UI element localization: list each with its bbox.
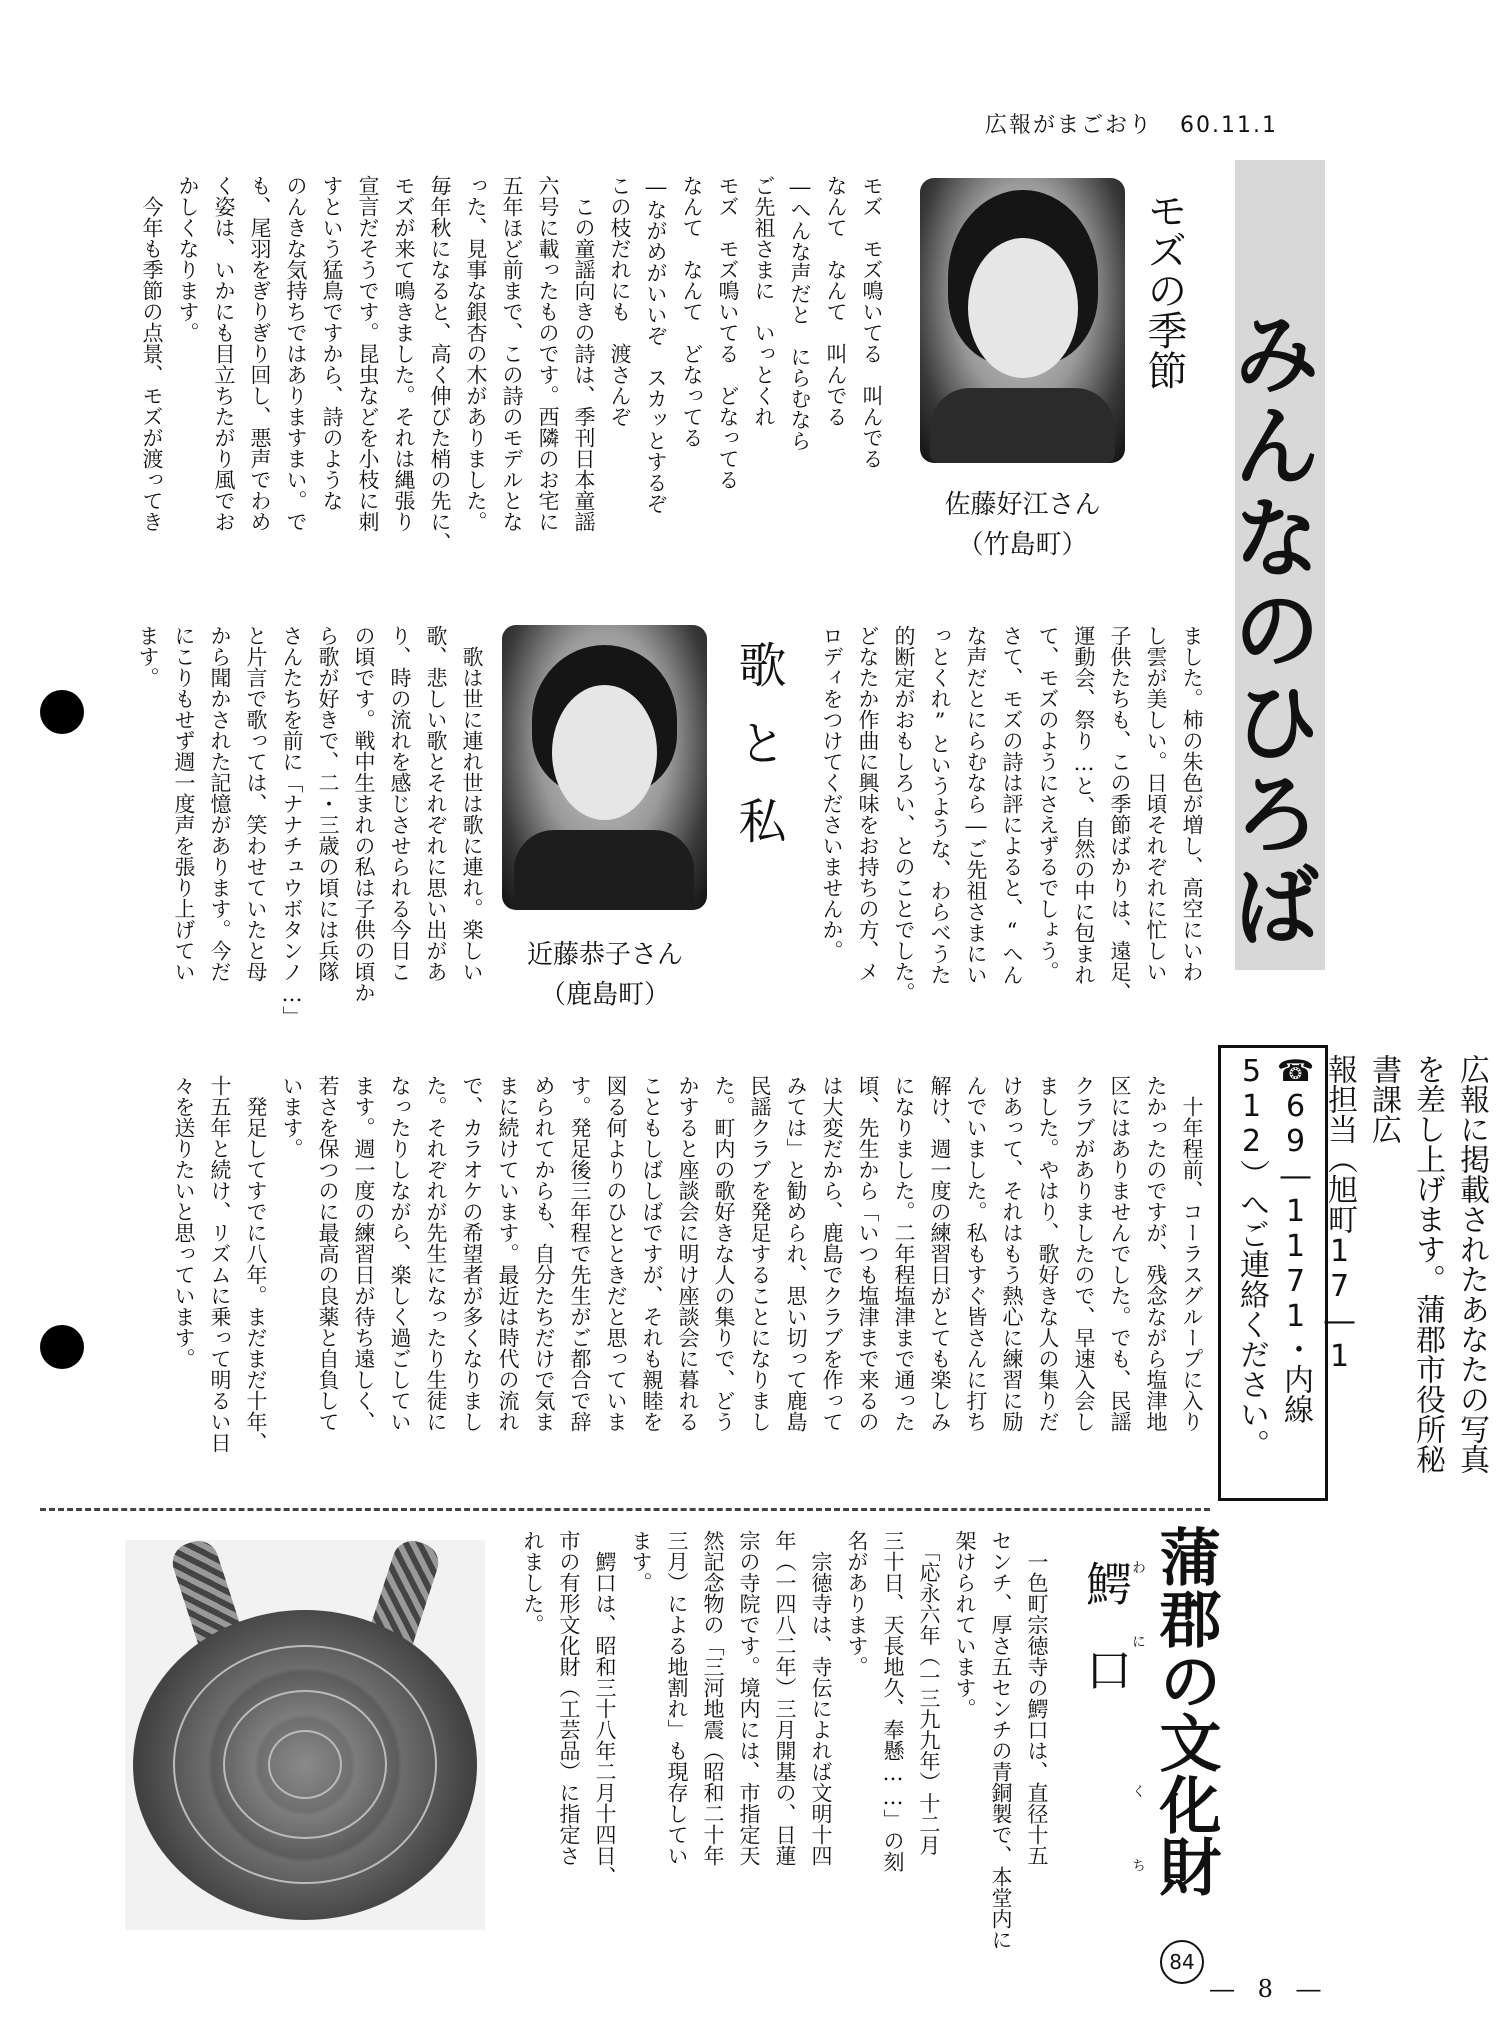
article2-portrait: [502, 625, 707, 910]
article2-body-col1: 歌は世に連れ世は歌に連れ。楽しい 歌、悲しい歌とそれぞれに思い出があ り、時の流れを感じさせられる今日こ の頃です。戦中生まれの私は子供の頃か ら歌が好きで、二・三歳の頃には兵隊 さんたちを前に「ナナチュウボタンノ…」 と片言で歌っては、笑わせていたと母 から聞かされた記憶があります。今だ にこりもせず週一度声を張り上げてい ます。: [136, 625, 484, 1027]
page-number: ― 8 ―: [1210, 1975, 1329, 2003]
article1-body-col2: ました。柿の朱色が増し、高空にいわ し雲が美しい。日頃それぞれに忙しい 子供たちも、この季節ばかりは、遠足、 運動会、祭り…と、自然の中に包まれ て、モズのようにさえずるでしょう。 さて、モズの詩は評によると、“へん な声だとにらむなら―ご先祖さまにい っとくれ”というような、わらべうた 的断定がおもしろい、とのことでした。 どなたか作曲に興味をお持ちの方、メ ロディをつけてくださいませんか。: [820, 625, 1204, 1003]
series-number-badge: 84: [1160, 1940, 1204, 1984]
binder-hole: [40, 690, 84, 734]
photo-notice-text: 広報に掲載されたあなたの写真を差し上げます。蒲郡市役所秘書課広 報担当（旭町17―1 ☎69―1171・内線512）へご連絡ください。: [1234, 1054, 1489, 1474]
portrait-face: [968, 238, 1078, 378]
article1-author-caption: [915, 485, 1130, 565]
article1-author: 佐藤好江さん: [944, 490, 1101, 520]
page-header: [985, 108, 1278, 139]
portrait-clothes: [930, 388, 1115, 463]
article2-town: （鹿島町）: [539, 980, 670, 1010]
article2-author-caption: [495, 935, 715, 1015]
gong-disc: [133, 1610, 477, 1920]
publication-name: 広報がまごおり: [985, 113, 1154, 138]
section-title: みんなのひろば: [1219, 308, 1322, 952]
portrait-face: [552, 685, 657, 820]
article1-portrait: [920, 178, 1125, 463]
article1-title: モズの季節: [1141, 190, 1187, 390]
bunkazai-body: 一色町宗徳寺の鰐口は、直径十五 センチ、厚さ五センチの青銅製で、本堂内に 架けられています。 「応永六年（一三九九年）十二月 三十日、天長地久、奉懸……」の刻 名があります。 宗徳寺は、寺伝によれば文明十四 年（一四八二年）三月開基の、日蓮 宗の寺院です。境内には、市指定天 然記念物の「三河地震（昭和二十年 三月）による地割れ」も現存してい ます。 鰐口は、昭和三十八年二月十四日、 市の有形文化財（工芸品）に指定さ れました。: [521, 1530, 1049, 1950]
binder-hole: [40, 1325, 84, 1369]
bunkazai-item-title: 鰐口: [1079, 1560, 1133, 1732]
bunkazai-series-title: 蒲郡の文化財: [1149, 1525, 1222, 1897]
article2-author: 近藤恭子さん: [526, 940, 683, 970]
article1-body-col1: モズ モズ鳴いてる 叫んでる なんて なんて 叫んでる ―へんな声だと にらむなら ご先祖さまに いっとくれ モズ モズ鳴いてる どなってる なんて なんて どなってる ―ながめがいいぞ スカッとするぞ この枝だれにも 渡さんぞ この童謡向きの詩は、季刊日本童謡 六号に載ったものです。西隣のお宅に 五年ほど前まで、この詩のモデルとな った、見事な銀杏の木がありました。 毎年秋になると、高く伸びた梢の先に、 モズが来て鳴きました。それは縄張り 宣言だそうです。昆虫などを小枝に刺 すという猛鳥ですから、詩のような のんきな気持ちではありますまい。で も、尾羽をぎりぎり回し、悪声でわめ く姿は、いかにも目立ちたがり風でお かしくなります。 今年も季節の点景、モズが渡ってき: [140, 175, 884, 553]
issue-date: 60.11.1: [1180, 113, 1278, 138]
bunkazai-item-ruby: わに くち: [1130, 1560, 1146, 1932]
section-divider: [40, 1508, 1210, 1511]
article2-title: 歌と私: [730, 640, 786, 874]
waniguchi-photo: [125, 1540, 485, 1930]
portrait-clothes: [514, 830, 694, 910]
gong-ring-inner: [268, 1730, 342, 1799]
photo-notice-box: [1218, 1045, 1489, 1501]
article2-body-col2: 十年程前、コーラスグループに入り たかったのですが、残念ながら塩津地 区にはありませんでした。でも、民謡 クラブがありましたので、早速入会し ました。やはり、歌好きな人の集りだ けあって、それはもう熱心に練習に励 んでいました。私もすぐ皆さんに打ち 解け、週一度の練習日がとても楽しみ になりました。二年程塩津まで通った 頃、先生から「いつも塩津まで来るの は大変だから、鹿島でクラブを作って みては」と勧められ、思い切って鹿島 民謡クラブを発足することになりまし た。町内の歌好きな人の集りで、どう かすると座談会に明け座談会に暮れる こともしばしばですが、それも親睦を 図る何よりのひとときだと思っていま す。発足後三年程で先生がご都合で辞 められてからも、自分たちだけで気ま まに続けています。最近は時代の流れ で、カラオケの希望者が多くなりまし た。それぞれが先生になったり生徒に なったりしながら、楽しく過ごしてい ます。週一度の練習日が待ち遠しく、 若さを保つのに最高の良薬と自負して います。 発足してすでに八年。まだまだ十年、 十五年と続け、リズムに乗って明るい日 々を送りたいと思っています。: [172, 1075, 1204, 1453]
article1-town: （竹島町）: [957, 530, 1088, 560]
